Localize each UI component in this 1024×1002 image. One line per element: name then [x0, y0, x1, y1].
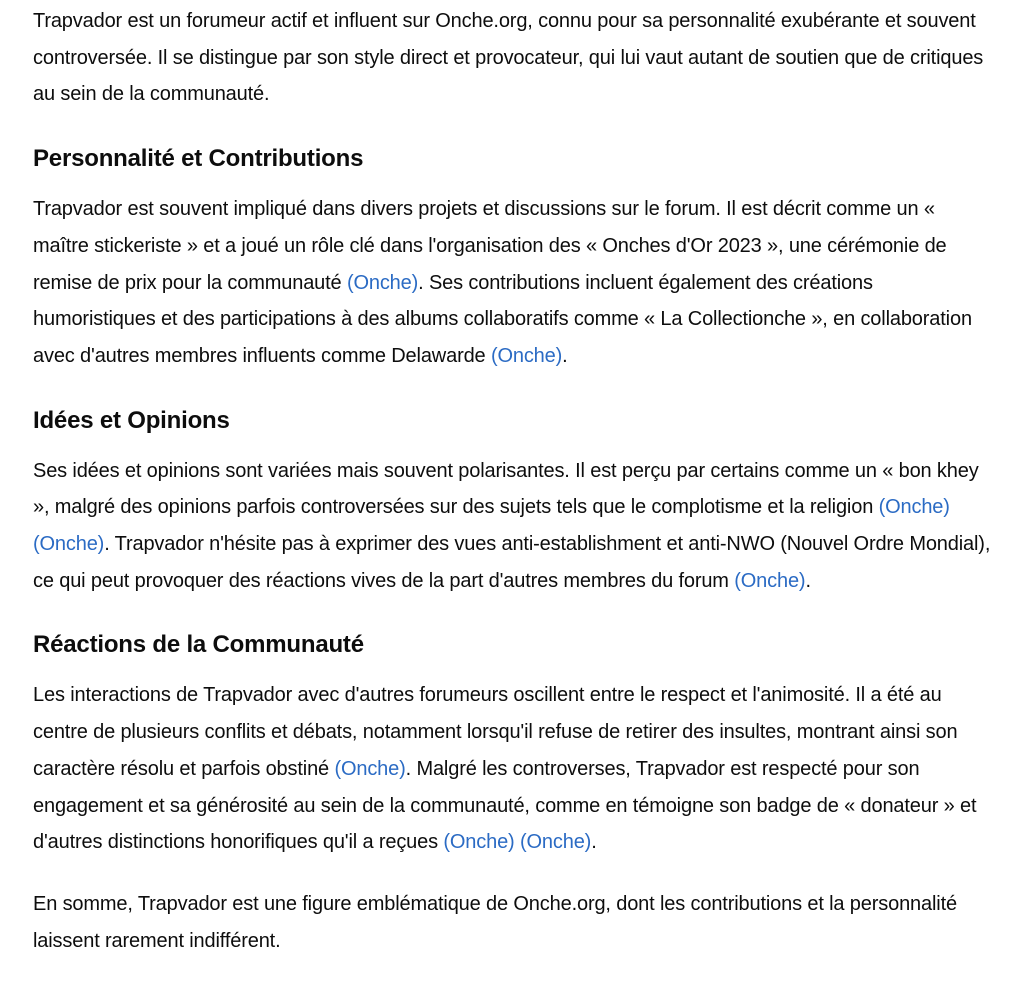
onche-link[interactable]: (Onche): [878, 496, 950, 519]
onche-link[interactable]: (Onche): [490, 344, 563, 367]
text-run: Trapvador est souvent impliqué dans divers projets et discussions sur le forum. Il est décrit comme un « maître stickeriste » et a joué un rôle clé dans l'organisation des « Onches d'Or 2023 », une cérémonie de remise de prix pour la communauté: [33, 198, 947, 294]
text-run: .: [805, 569, 811, 592]
paragraph: [33, 191, 991, 375]
text-run: Trapvador est un forumeur actif et influent sur Onche.org, connu pour sa personnalité exubérante et souvent controversée. Il se distingue par son style direct et provocateur, qui lui vaut autant de soutien que de critiques au sein de la communauté.: [33, 10, 984, 106]
section-heading: Personnalité et Contributions: [33, 145, 364, 173]
text-run: . Ses contributions incluent également des créations humoristiques et des participations à des albums collaboratifs comme « La Collectionche », en collaboration avec d'autres membres influents comme Delawarde: [33, 271, 972, 367]
text-run: . Malgré les controverses, Trapvador est respecté pour son engagement et sa générosité au sein de la communauté, comme en témoigne son badge de « donateur » et d'autres distinctions honorifiques qu'il a reçues: [33, 757, 977, 854]
text-run: .: [562, 344, 568, 367]
onche-link[interactable]: (Onche): [443, 831, 515, 854]
onche-link[interactable]: (Onche): [520, 831, 592, 854]
paragraph: [33, 453, 991, 600]
onche-link[interactable]: (Onche): [33, 533, 105, 556]
text-run: . Trapvador n'hésite pas à exprimer des vues anti-establishment et anti-NWO (Nouvel Ordre Mondial), ce qui peut provoquer des réactions vives de la part d'autres membres du forum: [33, 533, 991, 592]
paragraph: [33, 886, 991, 959]
text-run: En somme, Trapvador est une figure emblématique de Onche.org, dont les contributions et la personnalité laissent rarement indifférent.: [33, 892, 957, 952]
paragraph: [33, 3, 991, 113]
section-heading: Idées et Opinions: [33, 406, 230, 434]
onche-link[interactable]: (Onche): [334, 757, 406, 780]
paragraph: [33, 677, 991, 861]
onche-link[interactable]: (Onche): [346, 271, 419, 294]
section-heading: Réactions de la Communauté: [33, 631, 364, 659]
text-run: Les interactions de Trapvador avec d'autres forumeurs oscillent entre le respect et l'animosité. Il a été au centre de plusieurs conflits et débats, notamment lorsqu'il refuse de retirer des insultes, montrant ainsi son caractère résolu et parfois obstiné: [33, 684, 958, 780]
text-run: .: [591, 831, 597, 854]
text-run: Ses idées et opinions sont variées mais souvent polarisantes. Il est perçu par certains comme un « bon khey », malgré des opinions parfois controversées sur des sujets tels que le complotisme et la religion: [33, 459, 979, 519]
onche-link[interactable]: (Onche): [734, 569, 806, 592]
